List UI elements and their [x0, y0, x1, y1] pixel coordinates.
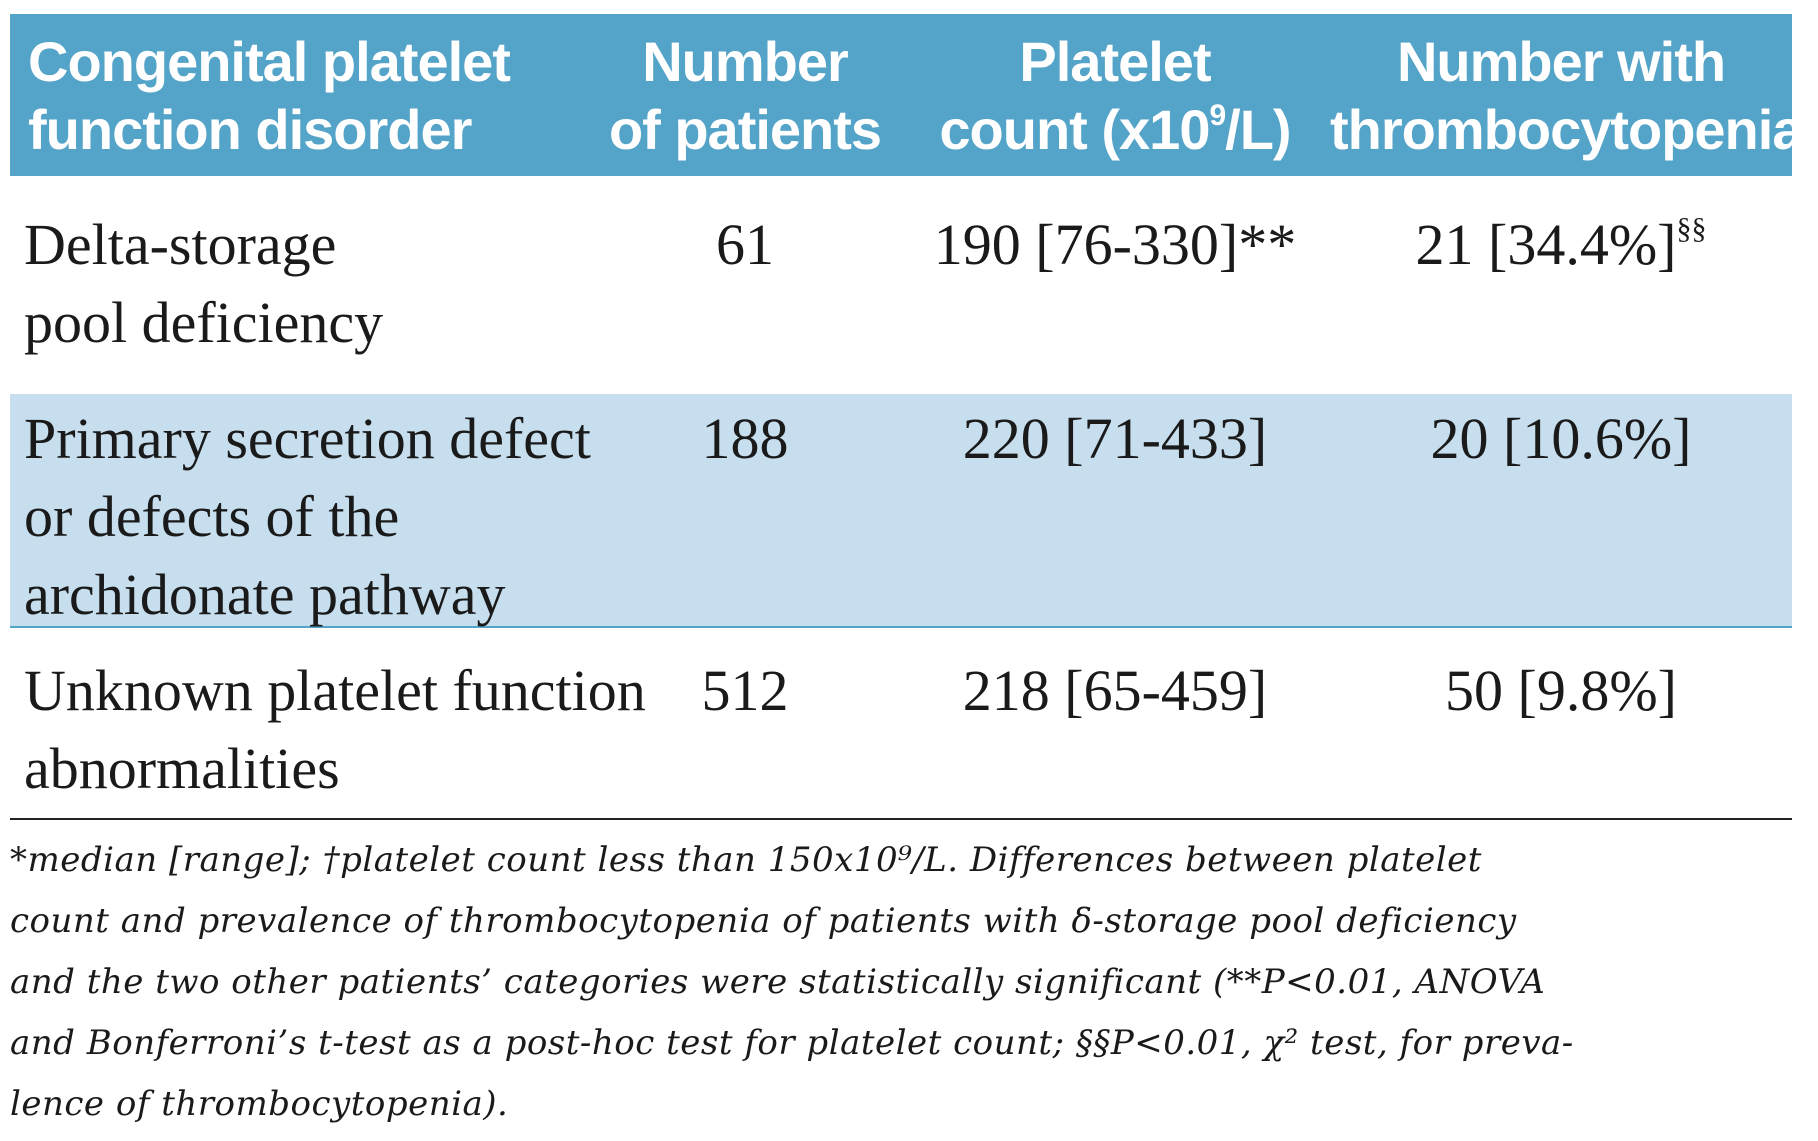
table-header — [10, 14, 1818, 176]
table-row — [10, 628, 1792, 820]
cell-disorder: Delta-storage pool deficiency — [24, 212, 384, 355]
header-thrombocytopenia: Number with thrombocytopenia† — [1330, 30, 1818, 161]
header-platelet-count: Platelet count $(x10^9/L)$ — [939, 30, 1291, 161]
cell-thrombocytopenia: 50 [9.8%] — [1445, 658, 1677, 723]
cell-disorder: Primary secretion defect or defects of the archidonate pathway — [24, 406, 591, 627]
cell-patients: 512 — [701, 658, 789, 723]
cell-platelet-count: 190 [76-330]** — [933, 212, 1297, 277]
cell-thrombocytopenia: 21 [34.4%]§§ — [1415, 212, 1707, 277]
cell-platelet-count: 218 [65-459] — [962, 658, 1268, 723]
table-row — [10, 176, 1792, 394]
cell-patients: 61 — [716, 212, 774, 277]
data-table — [10, 14, 1818, 820]
cell-patients: 188 — [701, 406, 789, 471]
header-patients: Number of patients — [608, 30, 882, 161]
header-disorder: Congenital platelet function disorder — [28, 30, 510, 161]
table-footnote: *median [range]; †platelet count less than 150x10⁹/L. Differences between platelet count and prevalence of thrombocytopenia of patients with δ-storage pool deficiency and the two other patients’ categories were statistically significant (**P<0.01, ANOVA and Bonferroni’s t-test as a post-hoc test for platelet count; §§P<0.01, χ² test, for preva- lence of thrombocytopenia). — [10, 840, 1574, 1124]
cell-disorder: Unknown platelet function abnormalities — [24, 658, 646, 801]
table-row — [10, 394, 1792, 628]
cell-platelet-count: 220 [71-433] — [962, 406, 1268, 471]
cell-thrombocytopenia: 20 [10.6%] — [1430, 406, 1692, 471]
